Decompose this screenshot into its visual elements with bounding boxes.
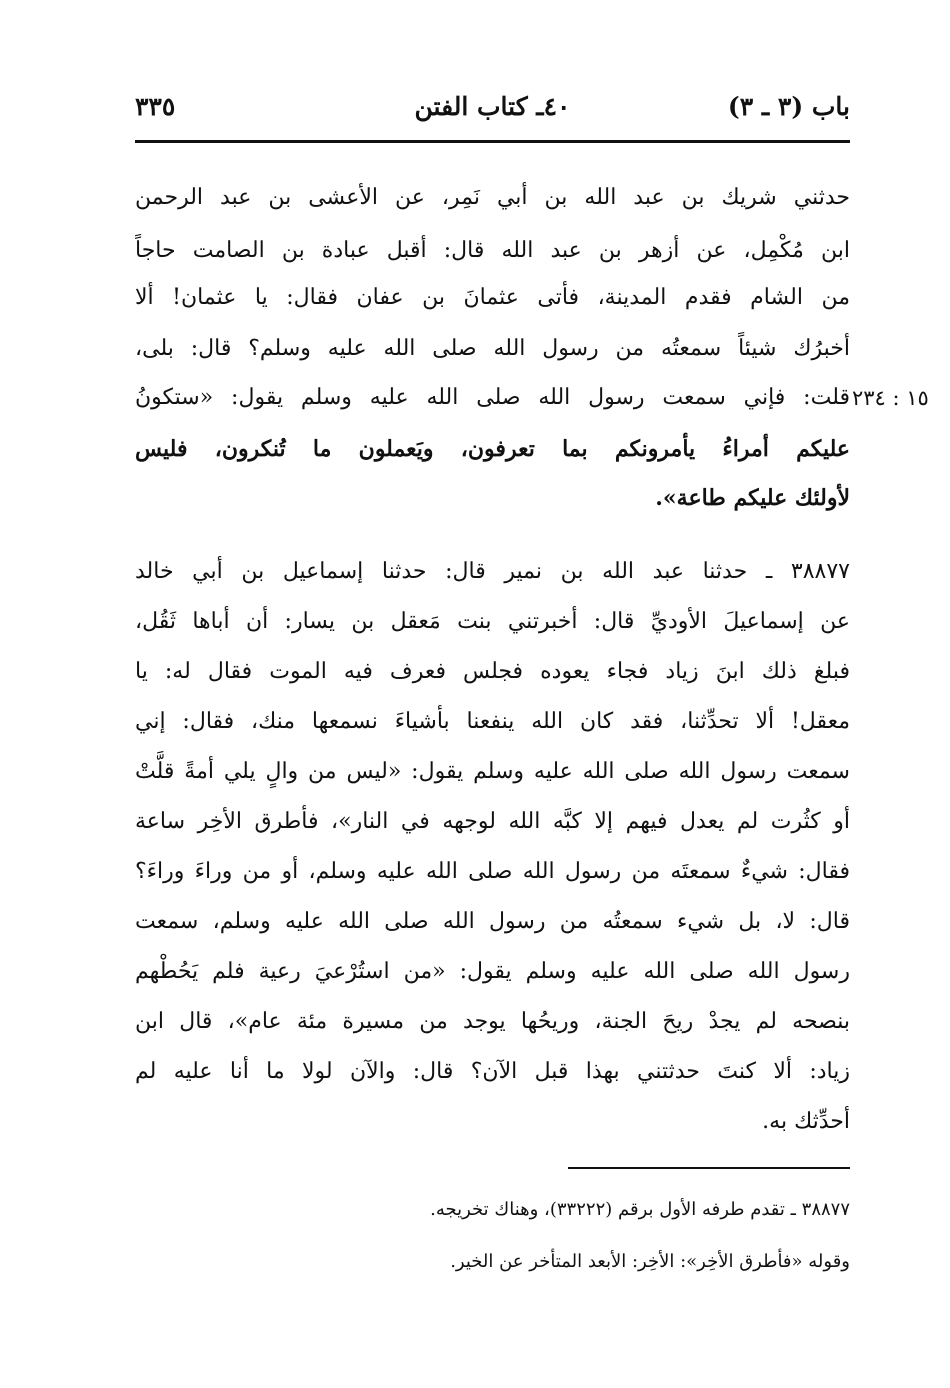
text-line: حدثني شريك بن عبد الله بن أبي نَمِر، عن الأعشى بن عبد الرحمن	[135, 185, 850, 210]
text-line: فقال: شيءٌ سمعتَه من رسول الله صلى الله عليه وسلم، أو من وراءَ وراءَ؟	[135, 859, 850, 884]
hadith-quote-line: عليكم أمراءُ يأمرونكم بما تعرفون، ويَعملون ما تُنكرون، فليس	[135, 436, 850, 462]
footnote: ٣٨٨٧٧ ـ تقدم طرفه الأول برقم (٣٣٢٢٢)، وهناك تخريجه.	[430, 1199, 850, 1220]
text-line: أحدِّثك به.	[762, 1109, 850, 1134]
hadith-quote-line: لأولئك عليكم طاعة».	[655, 485, 850, 511]
text-line: عن إسماعيلَ الأوديِّ قال: أخبرتني بنت مَعقل بن يسار: أن أباها ثَقُل،	[135, 609, 850, 634]
text-line: أخبرُك شيئاً سمعتُه من رسول الله صلى الله عليه وسلم؟ قال: بلى،	[135, 336, 850, 361]
text-line: رسول الله صلى الله عليه وسلم يقول: «من استُرْعيَ رعية فلم يَحُطْهم	[135, 959, 850, 984]
margin-reference: ١٥ : ٢٣٤	[852, 386, 929, 410]
running-header	[135, 92, 850, 136]
text-line: زياد: ألا كنتَ حدثتني بهذا قبل الآن؟ قال: والآن لولا ما أنا عليه لم	[135, 1059, 850, 1084]
book-title: ٤٠ـ كتاب الفتن	[414, 92, 571, 121]
text-line: معقل! ألا تحدِّثنا، فقد كان الله ينفعنا بأشياءَ نسمعها منك، فقال: إني	[135, 709, 850, 734]
text-line: قلت: فإني سمعت رسول الله صلى الله عليه وسلم يقول: «ستكونُ	[135, 385, 850, 410]
text-line: قال: لا، بل شيء سمعتُه من رسول الله صلى الله عليه وسلم، سمعت	[135, 909, 850, 934]
text-line: فبلغ ذلك ابنَ زياد فجاء يعوده فجلس فعرف فيه الموت فقال له: يا	[135, 659, 850, 684]
text-line: سمعت رسول الله صلى الله عليه وسلم يقول: «ليس من والٍ يلي أمةً قلَّتْ	[135, 759, 850, 784]
chapter-heading: باب (٣ ـ ٣)	[727, 92, 850, 121]
text-line: من الشام فقدم المدينة، فأتى عثمانَ بن عفان فقال: يا عثمان! ألا	[135, 285, 850, 310]
footnote-rule	[568, 1167, 850, 1169]
text-line: أو كثُرت لم يعدل فيهم إلا كبَّه الله لوجهه في النار»، فأطرق الأخِر ساعة	[135, 809, 850, 834]
header-rule	[135, 140, 850, 143]
page-number: ٣٣٥	[135, 92, 176, 121]
text-line: ابن مُكْمِل، عن أزهر بن عبد الله قال: أقبل عبادة بن الصامت حاجاً	[135, 238, 850, 263]
text-line: ٣٨٨٧٧ ـ حدثنا عبد الله بن نمير قال: حدثنا إسماعيل بن أبي خالد	[135, 559, 850, 584]
footnote: وقوله «فأطرق الأخِر»: الأخِر: الأبعد المتأخر عن الخير.	[450, 1251, 850, 1272]
text-line: بنصحه لم يجدْ ريحَ الجنة، وريحُها يوجد من مسيرة مئة عام»، قال ابن	[135, 1009, 850, 1034]
